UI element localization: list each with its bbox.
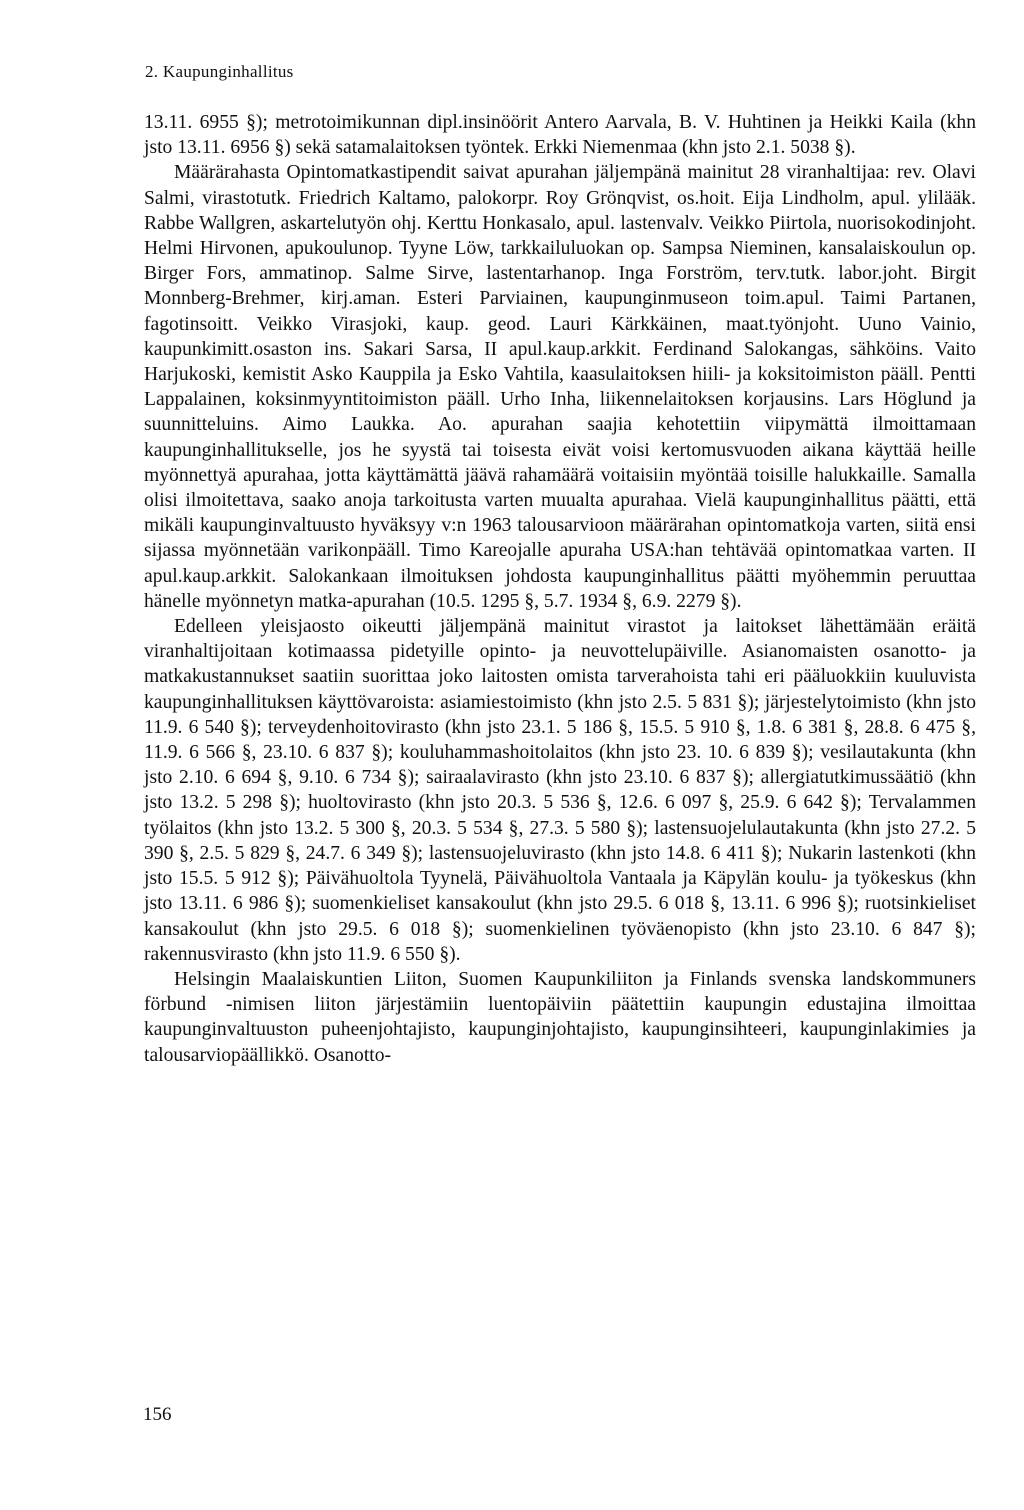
running-head: 2. Kaupunginhallitus	[145, 62, 294, 81]
page-number: 156	[143, 1404, 172, 1425]
paragraph-luentopaivat: Helsingin Maalaiskuntien Liiton, Suomen Kaupunkiliiton ja Finlands svenska landskommuners förbund -nimisen liiton järjestämiin luentopäiviin päätettiin kaupungin edustajina ilmoittaa kaupunginvaltuuston puheenjohtajisto, kaupunginjohtajisto, kaupunginsihteeri, kaupunginlakimies ja talousarviopäällikkö. Osanotto-	[144, 968, 976, 1066]
paragraph-continuation: 13.11. 6955 §); metrotoimikunnan dipl.insinöörit Antero Aarvala, B. V. Huhtinen ja Heikki Kaila (khn jsto 13.11. 6956 §) sekä satamalaitoksen työntek. Erkki Niemenmaa (khn jsto 2.1. 5038 §).	[144, 112, 976, 159]
body-text	[144, 110, 976, 1068]
paragraph-opintomatkastipendit: Määrärahasta Opintomatkastipendit saivat apurahan jäljempänä mainitut 28 viranhaltijaa: rev. Olavi Salmi, virastotutk. Friedrich Kaltamo, palokorpr. Roy Grönqvist, os.hoit. Eija Lindholm, apul. ylilääk. Rabbe Wallgren, askartelutyön ohj. Kerttu Honkasalo, apul. lastenvalv. Veikko Piirtola, nuorisokodinjoht. Helmi Hirvonen, apukoulunop. Tyyne Löw, tarkkailuluokan op. Sampsa Nieminen, kansalaiskoulun op. Birger Fors, ammatinop. Salme Sirve, lastentarhanop. Inga Forström, terv.tutk. labor.joht. Birgit Monnberg-Brehmer, kirj.aman. Esteri Parviainen, kaupunginmuseon toim.apul. Taimi Partanen, fagotinsoitt. Veikko Virasjoki, kaup. geod. Lauri Kärkkäinen, maat.työnjoht. Uuno Vainio, kaupunkimitt.osaston ins. Sakari Sarsa, II apul.kaup.arkkit. Ferdinand Salokangas, sähköins. Vaito Harjukoski, kemistit Asko Kauppila ja Esko Vahtila, kaasulaitoksen hiili- ja koksitoimiston pääll. Pentti Lappalainen, koksinmyyntitoimiston pääll. Urho Inha, liikennelaitoksen korjausins. Lars Höglund ja suunnitteluins. Aimo Laukka. Ao. apurahan saajia kehotettiin viipymättä ilmoittamaan kaupunginhallitukselle, jos he syystä tai toisesta eivät voisi kertomusvuoden aikana käyttää heille myönnettyä apurahaa, jotta käyttämättä jäävä rahamäärä voitaisiin myöntää toisille halukkaille. Samalla olisi ilmoitettava, saako anoja tarkoitusta varten muualta apurahaa. Vielä kaupunginhallitus päätti, että mikäli kaupunginvaltuusto hyväksyy v:n 1963 talousarvioon määrärahan opintomatkoja varten, siitä ensi sijassa myönnetään varikonpääll. Timo Kareojalle apuraha USA:han tehtävää opintomatkaa varten. II apul.kaup.arkkit. Salokankaan ilmoituksen johdosta kaupunginhallitus päätti myöhemmin peruuttaa hänelle myönnetyn matka-apurahan (10.5. 1295 §, 5.7. 1934 §, 6.9. 2279 §).	[144, 162, 976, 612]
paragraph-yleisjaosto: Edelleen yleisjaosto oikeutti jäljempänä mainitut virastot ja laitokset lähettämään eräitä viranhaltijoitaan kotimaassa pidetyille opinto- ja neuvottelupäiville. Asianomaisten osanotto- ja matkakustannukset saatiin suorittaa joko laitosten omista tarverahoista tahi eri pääluokkiin kuuluvista kaupunginhallituksen käyttövaroista: asiamiestoimisto (khn jsto 2.5. 5 831 §); järjestelytoimisto (khn jsto 11.9. 6 540 §); terveydenhoitovirasto (khn jsto 23.1. 5 186 §, 15.5. 5 910 §, 1.8. 6 381 §, 28.8. 6 475 §, 11.9. 6 566 §, 23.10. 6 837 §); kouluhammashoitolaitos (khn jsto 23. 10. 6 839 §); vesilautakunta (khn jsto 2.10. 6 694 §, 9.10. 6 734 §); sairaalavirasto (khn jsto 23.10. 6 837 §); allergiatutkimussäätiö (khn jsto 13.2. 5 298 §); huoltovirasto (khn jsto 20.3. 5 536 §, 12.6. 6 097 §, 25.9. 6 642 §); Tervalammen työlaitos (khn jsto 13.2. 5 300 §, 20.3. 5 534 §, 27.3. 5 580 §); lastensuojelulautakunta (khn jsto 27.2. 5 390 §, 2.5. 5 829 §, 24.7. 6 349 §); lastensuojeluvirasto (khn jsto 14.8. 6 411 §); Nukarin lastenkoti (khn jsto 15.5. 5 912 §); Päivähuoltola Tyynelä, Päivähuoltola Vantaala ja Käpylän koulu- ja työkeskus (khn jsto 13.11. 6 986 §); suomenkieliset kansakoulut (khn jsto 29.5. 6 018 §, 13.11. 6 996 §); ruotsinkieliset kansakoulut (khn jsto 29.5. 6 018 §); suomenkielinen työväenopisto (khn jsto 23.10. 6 847 §); rakennusvirasto (khn jsto 11.9. 6 550 §).	[144, 616, 976, 965]
